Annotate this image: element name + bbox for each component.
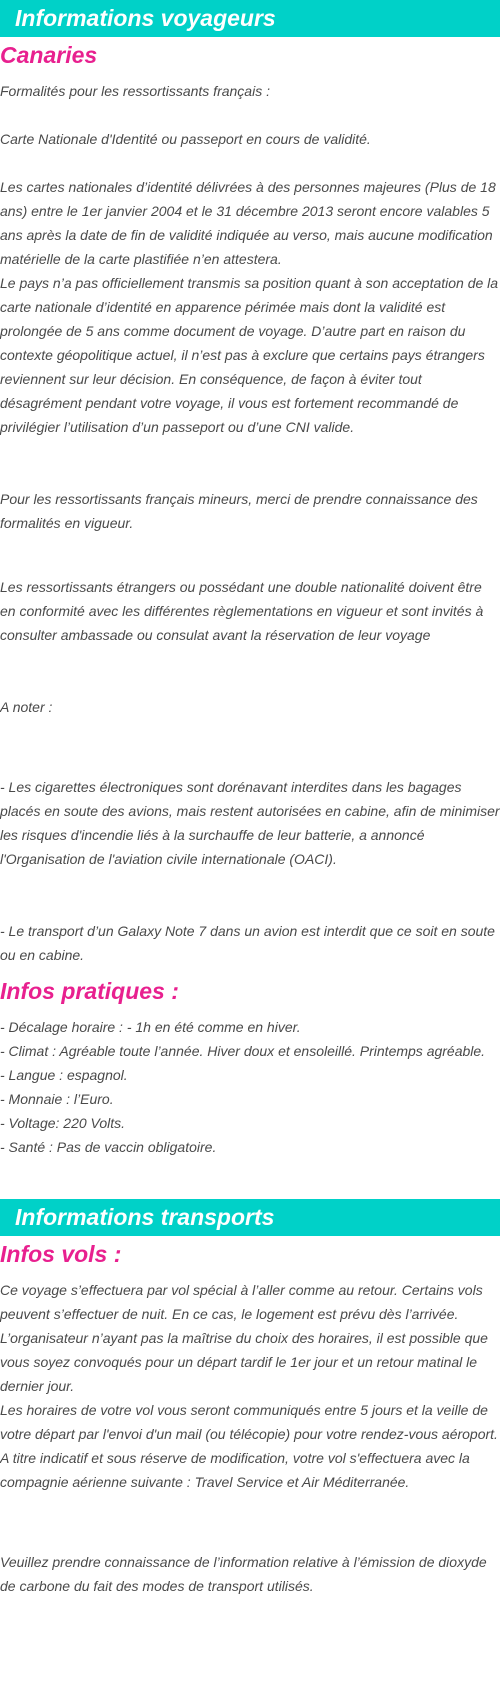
info-climat: - Climat : Agréable toute l’année. Hiver doux et ensoleillé. Printemps agréable. — [0, 1043, 486, 1059]
cni-validity-paragraph: Les cartes nationales d’identité délivrées à des personnes majeures (Plus de 18 ans) entre le 1er janvier 2004 et le 31 décembre 2013 seront encore valables 5 ans après la date de fin de validité indiquée au verso, mais aucune modification matérielle de la carte plastifiée n’en attestera. — [0, 179, 496, 267]
horaires-choix-paragraph: L’organisateur n’ayant pas la maîtrise du choix des horaires, il est possible que vous soyez convoqués pour un départ tardif le 1er jour et un retour matinal le dernier jour. — [0, 1330, 488, 1394]
infos-pratiques-title: Infos pratiques : — [0, 978, 179, 1004]
a-noter-label: A noter : — [0, 699, 53, 715]
info-sante: - Santé : Pas de vaccin obligatoire. — [0, 1139, 217, 1155]
vol-special-paragraph: Ce voyage s’effectuera par vol spécial à l’aller comme au retour. Certains vols peuvent s’effectuer de nuit. En ce cas, le logement est prévu dès l’arrivée. — [0, 1282, 483, 1322]
info-monnaie: - Monnaie : l’Euro. — [0, 1091, 114, 1107]
info-langue: - Langue : espagnol. — [0, 1067, 128, 1083]
formalites-intro: Formalités pour les ressortissants français : — [0, 83, 270, 99]
banner-informations-voyageurs: Informations voyageurs — [0, 0, 500, 37]
banner-informations-transports: Informations transports — [0, 1199, 500, 1236]
galaxy-note-notice: - Le transport d’un Galaxy Note 7 dans un avion est interdit que ce soit en soute ou en cabine. — [0, 923, 495, 963]
horaires-communication-paragraph: Les horaires de votre vol vous seront communiqués entre 5 jours et la veille de votre départ par l'envoi d'un mail (ou télécopie) pour votre rendez-vous aéroport. — [0, 1402, 498, 1442]
co2-emission-notice: Veuillez prendre connaissance de l’information relative à l’émission de dioxyde de carbone du fait des modes de transport utilisés. — [0, 1554, 487, 1594]
cigarettes-notice: - Les cigarettes électroniques sont dorénavant interdites dans les bagages placés en soute des avions, mais restent autorisées en cabine, afin de minimiser les risques d'incendie liés à la surchauffe de leur batterie, a annoncé l'Organisation de l'aviation civile internationale (OACI). — [0, 779, 500, 867]
destination-title: Canaries — [0, 42, 98, 68]
infos-pratiques-list — [0, 1015, 500, 1159]
cni-acceptance-paragraph: Le pays n’a pas officiellement transmis sa position quant à son acceptation de la carte nationale d’identité en apparence périmée mais dont la validité est prolongée de 5 ans comme document de voyage. D’autre part en raison du contexte géopolitique actuel, il n’est pas à exclure que certains pays étrangers reviennent sur leur décision. En conséquence, de façon à éviter tout désagrément pendant votre voyage, il vous est fortement recommandé de privilégier l’utilisation d’un passeport ou d’une CNI valide. — [0, 275, 499, 435]
carte-identite-text: Carte Nationale d'Identité ou passeport en cours de validité. — [0, 131, 371, 147]
infos-vols-title: Infos vols : — [0, 1241, 122, 1267]
info-decalage-horaire: - Décalage horaire : - 1h en été comme en hiver. — [0, 1019, 301, 1035]
mineurs-paragraph: Pour les ressortissants français mineurs, merci de prendre connaissance des formalités en vigueur. — [0, 491, 478, 531]
etrangers-paragraph: Les ressortissants étrangers ou possédant une double nationalité doivent être en conformité avec les différentes règlementations en vigueur et sont invités à consulter ambassade ou consulat avant la réservation de leur voyage — [0, 579, 484, 643]
info-voltage: - Voltage: 220 Volts. — [0, 1115, 126, 1131]
compagnie-aerienne-paragraph: A titre indicatif et sous réserve de modification, votre vol s'effectuera avec la compagnie aérienne suivante : Travel Service et Air Méditerranée. — [0, 1450, 470, 1490]
